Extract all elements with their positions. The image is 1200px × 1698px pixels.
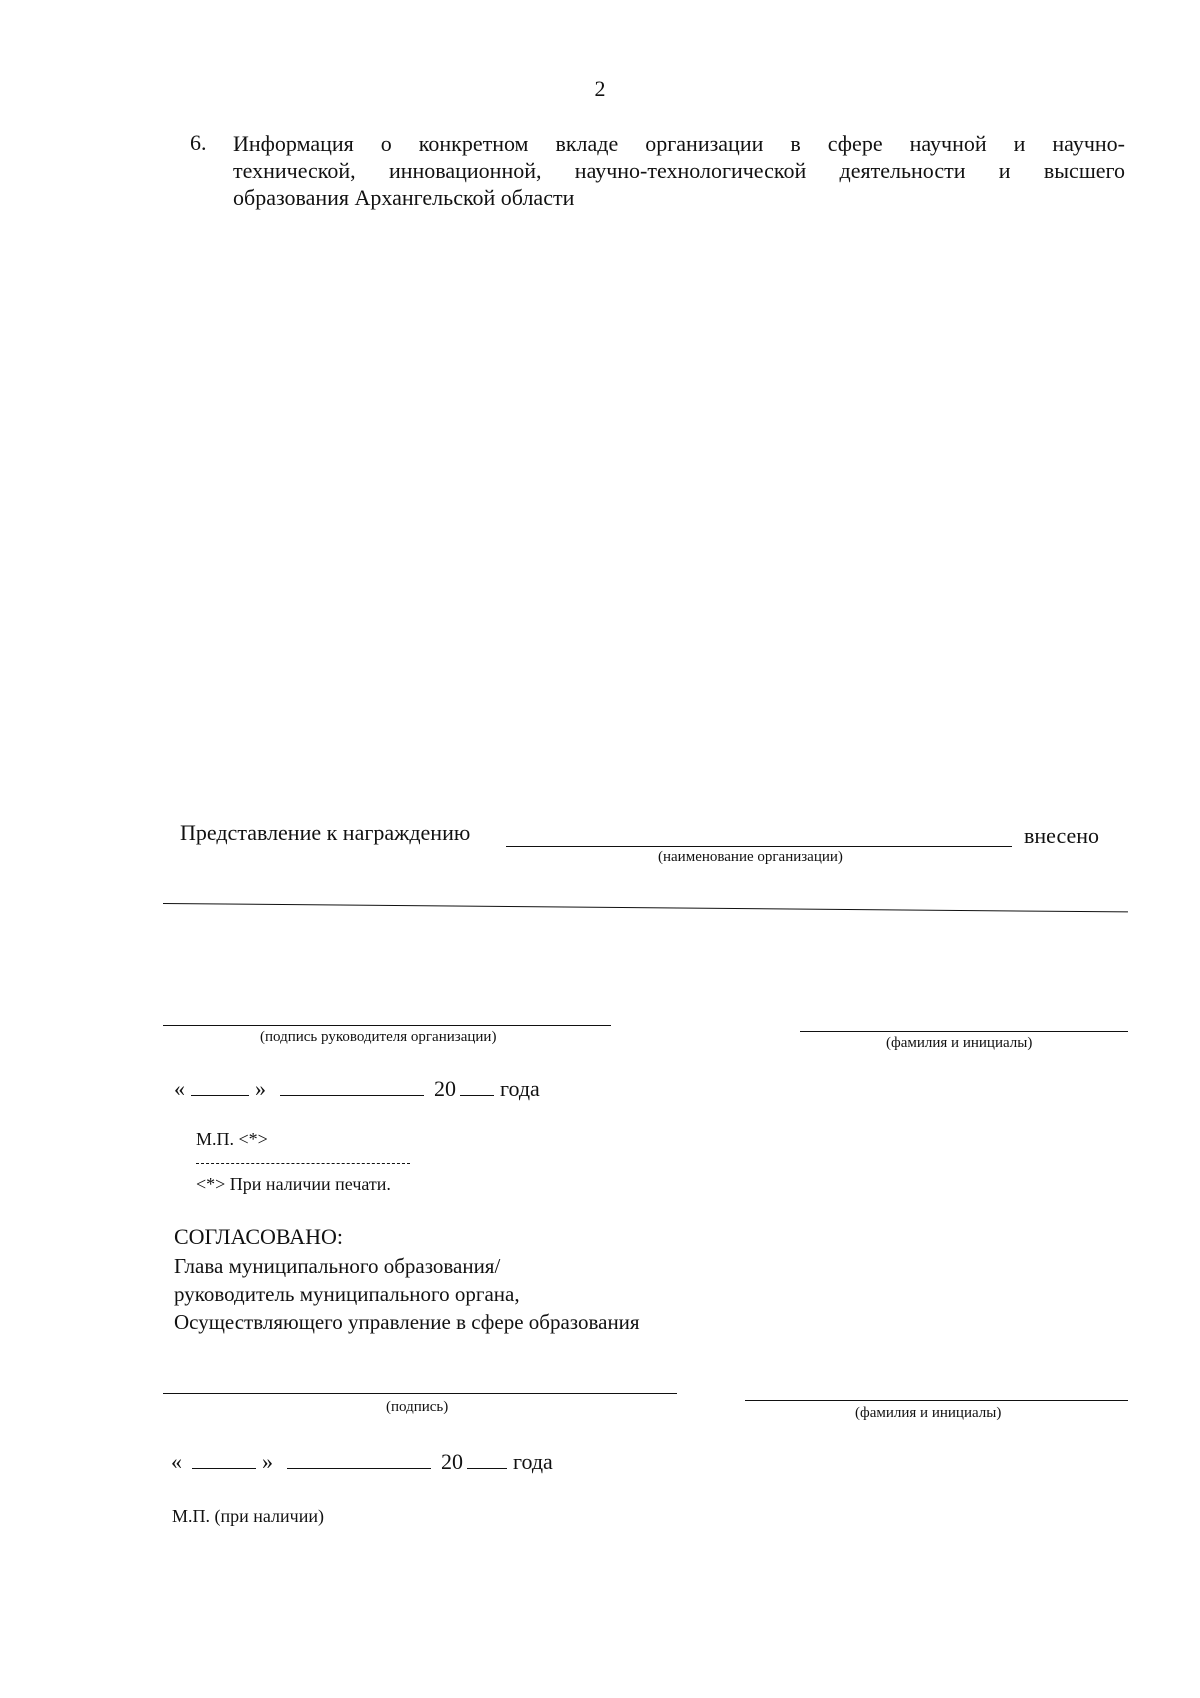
approver-signature-line[interactable] xyxy=(163,1393,677,1394)
approval-line: руководитель муниципального органа, xyxy=(174,1282,520,1306)
month-blank[interactable] xyxy=(287,1467,431,1469)
open-quote: « xyxy=(171,1449,182,1474)
year-word: года xyxy=(500,1076,540,1101)
year-blank[interactable] xyxy=(467,1467,507,1469)
item-line: образования Архангельской области xyxy=(233,185,575,210)
approval-heading: СОГЛАСОВАНО: xyxy=(174,1224,343,1249)
submission-label: Представление к награждению xyxy=(180,820,471,845)
date-line-2 xyxy=(171,1449,553,1475)
stamp-mark: М.П. <*> xyxy=(196,1129,268,1149)
org-name-blank[interactable] xyxy=(506,846,1012,847)
org-name-continuation-line[interactable] xyxy=(163,903,1128,912)
page-number: 2 xyxy=(594,76,606,101)
year-prefix: 20 xyxy=(441,1449,463,1474)
approval-line: Осуществляющего управление в сфере образования xyxy=(174,1310,640,1334)
close-quote: » xyxy=(255,1076,266,1101)
open-quote: « xyxy=(174,1076,185,1101)
year-word: года xyxy=(513,1449,553,1474)
year-prefix: 20 xyxy=(434,1076,456,1101)
date-line-1 xyxy=(174,1076,540,1102)
day-blank[interactable] xyxy=(192,1467,256,1469)
month-blank[interactable] xyxy=(280,1094,424,1096)
approver-name-line[interactable] xyxy=(745,1400,1128,1401)
item-line: технической, инновационной, научно-технологической деятельности и высшего xyxy=(233,158,1125,183)
footnote: <*> При наличии печати. xyxy=(196,1174,391,1194)
item-number: 6. xyxy=(190,130,207,155)
close-quote: » xyxy=(262,1449,273,1474)
footnote-separator xyxy=(196,1163,410,1164)
org-caption: (наименование организации) xyxy=(658,849,843,865)
head-signature-caption: (подпись руководителя организации) xyxy=(260,1029,497,1045)
approver-name-caption: (фамилия и инициалы) xyxy=(855,1405,1002,1421)
head-name-line[interactable] xyxy=(800,1031,1128,1032)
approval-line: Глава муниципального образования/ xyxy=(174,1254,501,1278)
head-signature-line[interactable] xyxy=(163,1025,611,1026)
head-name-caption: (фамилия и инициалы) xyxy=(886,1035,1033,1051)
approver-signature-caption: (подпись) xyxy=(386,1399,449,1415)
stamp-mark-2: М.П. (при наличии) xyxy=(172,1506,324,1526)
item-line: Информация о конкретном вкладе организации в сфере научной и научно- xyxy=(233,131,1125,156)
item-text xyxy=(233,130,1125,211)
submission-suffix: внесено xyxy=(1024,823,1100,848)
day-blank[interactable] xyxy=(191,1094,249,1096)
year-blank[interactable] xyxy=(460,1094,494,1096)
